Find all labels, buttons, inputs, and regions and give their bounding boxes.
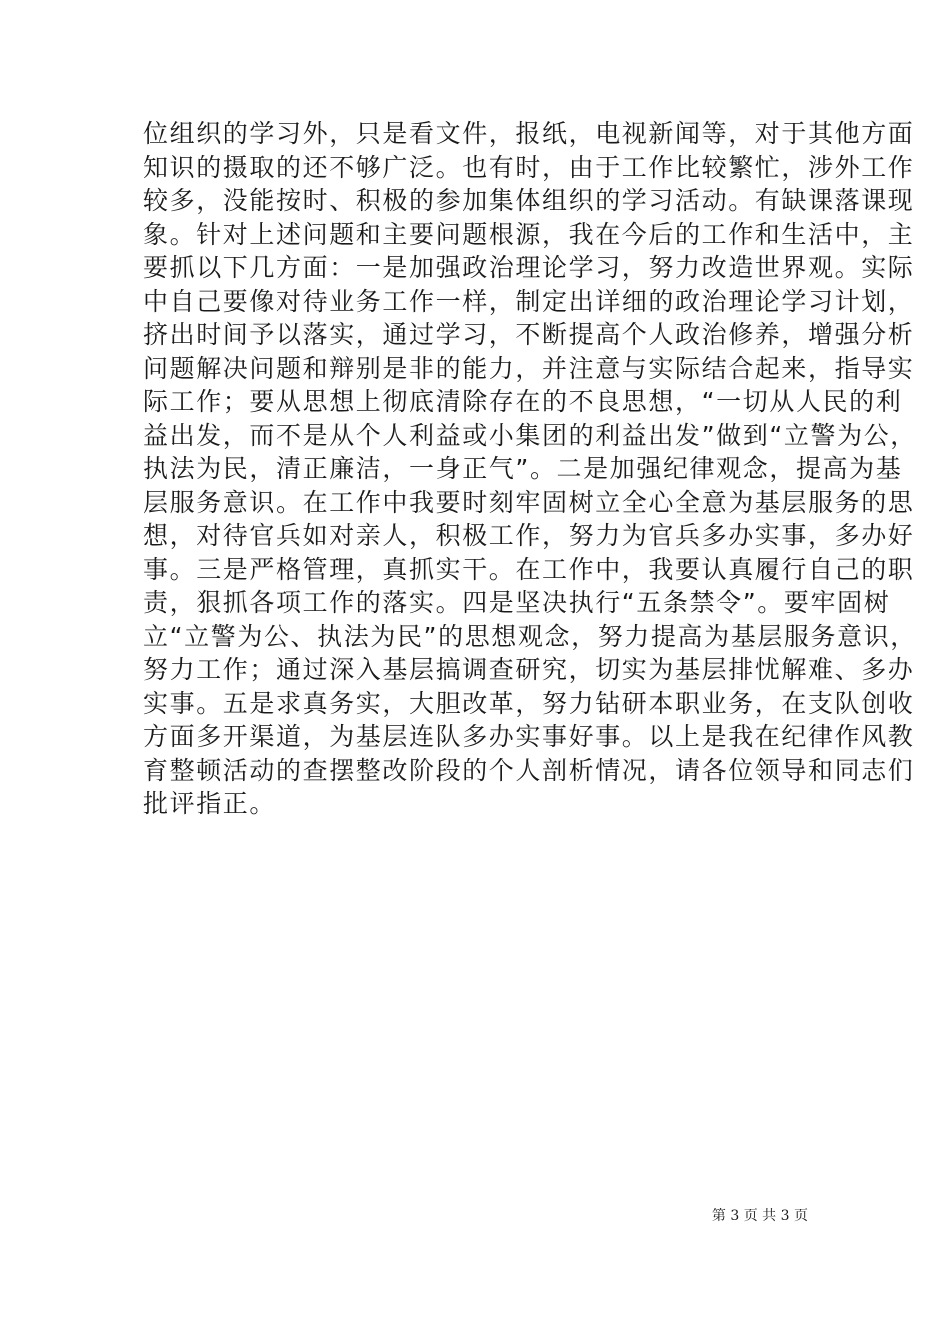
- text-line: 益出发，而不是从个人利益或小集团的利益出发”做到“立警为公，: [143, 420, 917, 450]
- text-line: 象。针对上述问题和主要问题根源，我在今后的工作和生活中，主: [143, 219, 915, 249]
- text-line: 批评指正。: [143, 789, 277, 818]
- text-line: 实事。五是求真务实，大胆改革，努力钻研本职业务，在支队创收: [143, 688, 915, 718]
- text-line: 层服务意识。在工作中我要时刻牢固树立全心全意为基层服务的思: [143, 487, 915, 517]
- text-line: 问题解决问题和辩别是非的能力，并注意与实际结合起来，指导实: [143, 353, 915, 383]
- text-line: 责，狠抓各项工作的落实。四是坚决执行“五条禁令”。要牢固树: [143, 588, 891, 617]
- text-line: 执法为民，清正廉洁，一身正气”。二是加强纪律观念，提高为基: [143, 454, 903, 483]
- page-number-footer: 第 3 页 共 3 页: [711, 1208, 808, 1224]
- text-line: 际工作；要从思想上彻底清除存在的不良思想，“一切从人民的利: [143, 387, 903, 416]
- text-line: 位组织的学习外，只是看文件，报纸，电视新闻等，对于其他方面: [143, 119, 915, 148]
- text-line: 方面多开渠道，为基层连队多办实事好事。以上是我在纪律作风教: [143, 722, 915, 751]
- text-line: 努力工作；通过深入基层搞调查研究，切实为基层排忧解难、多办: [143, 655, 915, 684]
- text-line: 较多，没能按时、积极的参加集体组织的学习活动。有缺课落课现: [143, 186, 915, 215]
- text-line: 事。三是严格管理，真抓实干。在工作中，我要认真履行自己的职: [143, 554, 915, 584]
- text-line: 中自己要像对待业务工作一样，制定出详细的政治理论学习计划，: [143, 286, 915, 316]
- body-text: [143, 117, 917, 821]
- text-line: 立“立警为公、执法为民”的思想观念，努力提高为基层服务意识，: [143, 621, 917, 651]
- text-line: 挤出时间予以落实，通过学习，不断提高个人政治修养，增强分析: [143, 320, 915, 349]
- text-line: 知识的摄取的还不够广泛。也有时，由于工作比较繁忙，涉外工作: [143, 152, 915, 182]
- text-line: 育整顿活动的查摆整改阶段的个人剖析情况，请各位领导和同志们: [143, 755, 915, 785]
- text-line: 要抓以下几方面：一是加强政治理论学习，努力改造世界观。实际: [143, 253, 915, 282]
- text-line: 想，对待官兵如对亲人，积极工作，努力为官兵多办实事，多办好: [143, 521, 915, 550]
